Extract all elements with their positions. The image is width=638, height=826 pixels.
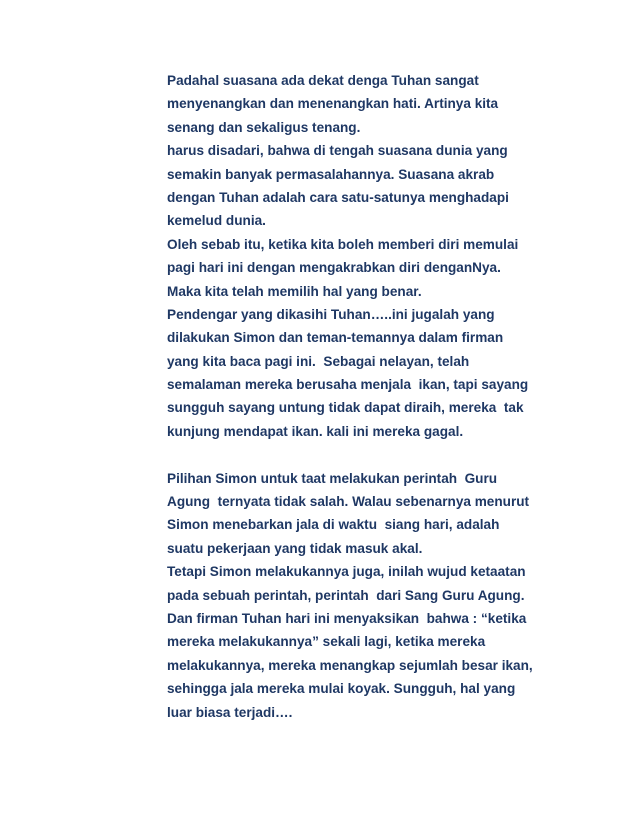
text-line: semakin banyak permasalahannya. Suasana akrab <box>167 166 495 182</box>
text-line: Agung ternyata tidak salah. Walau sebenarnya menurut <box>167 494 530 510</box>
text-line: menyenangkan dan menenangkan hati. Artinya kita <box>167 96 499 112</box>
text-line: melakukannya, mereka menangkap sejumlah besar ikan, <box>167 657 533 673</box>
text-line: suatu pekerjaan yang tidak masuk akal. <box>167 540 423 556</box>
text-line: yang kita baca pagi ini. Sebagai nelayan, telah <box>167 353 470 369</box>
text-line: kunjung mendapat ikan. kali ini mereka gagal. <box>167 423 464 439</box>
text-line: pagi hari ini dengan mengakrabkan diri denganNya. <box>167 260 501 276</box>
text-line: sungguh sayang untung tidak dapat diraih, mereka tak <box>167 400 524 416</box>
text-line: dilakukan Simon dan teman-temannya dalam firman <box>167 330 504 346</box>
text-line: kemelud dunia. <box>167 213 266 229</box>
text-line: Pendengar yang dikasihi Tuhan…..ini jugalah yang <box>167 306 495 322</box>
text-line: luar biasa terjadi…. <box>167 704 293 720</box>
text-line: dengan Tuhan adalah cara satu-satunya menghadapi <box>167 189 509 205</box>
text-line: Dan firman Tuhan hari ini menyaksikan bahwa : “ketika <box>167 610 527 626</box>
text-line: Maka kita telah memilih hal yang benar. <box>167 283 422 299</box>
text-line: Tetapi Simon melakukannya juga, inilah wujud ketaatan <box>167 564 526 580</box>
text-line: Oleh sebab itu, ketika kita boleh memberi diri memulai <box>167 236 519 252</box>
paragraph-spacer <box>167 443 587 466</box>
text-line: semalaman mereka berusaha menjala ikan, tapi sayang <box>167 377 529 393</box>
text-line: senang dan sekaligus tenang. <box>167 119 361 135</box>
paragraph-1 <box>167 69 587 443</box>
body-text <box>167 69 587 724</box>
text-line: sehingga jala mereka mulai koyak. Sungguh, hal yang <box>167 681 516 697</box>
text-line: mereka melakukannya” sekali lagi, ketika mereka <box>167 634 486 650</box>
text-line: Padahal suasana ada dekat denga Tuhan sangat <box>167 73 479 88</box>
text-line: harus disadari, bahwa di tengah suasana dunia yang <box>167 143 508 159</box>
text-line: Pilihan Simon untuk taat melakukan perintah Guru <box>167 470 498 486</box>
text-line: pada sebuah perintah, perintah dari Sang Guru Agung. <box>167 587 525 603</box>
text-line: Simon menebarkan jala di waktu siang hari, adalah <box>167 517 500 533</box>
paragraph-2 <box>167 467 587 724</box>
